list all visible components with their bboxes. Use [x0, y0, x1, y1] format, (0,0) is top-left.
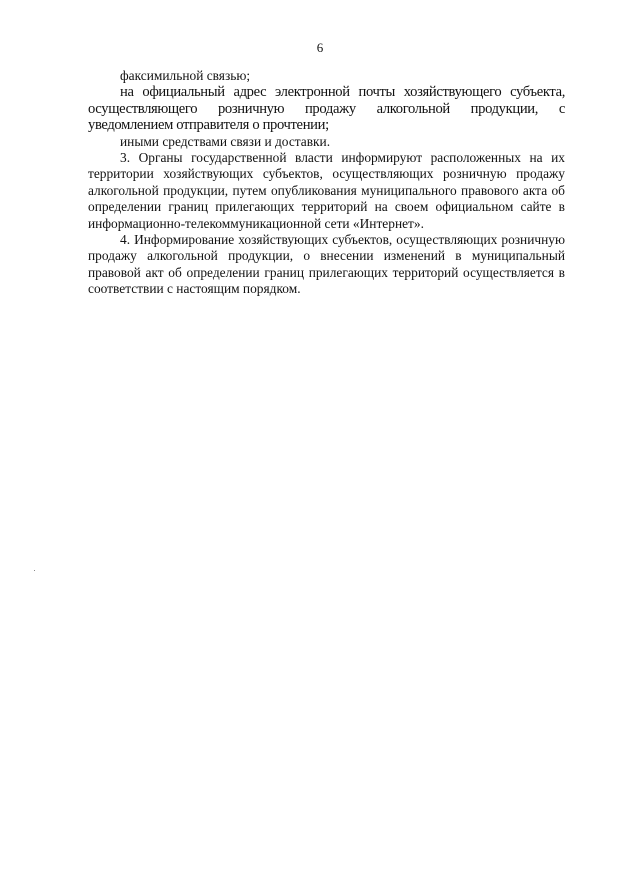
- paragraph-item-3: 3. Органы государственной власти информируют расположенных на их территории хозяйствующих субъектов, осуществляющих розничную продажу алкогольной продукции, путем опубликования муниципального правового акта об определении границ прилегающих территорий на своем официальном сайте в информационно-телекоммуникационной сети «Интернет».: [88, 150, 565, 231]
- page-number: 6: [316, 40, 324, 55]
- paragraph-email: на официальный адрес электронной почты хозяйствующего субъекта, осуществляющего розничную продажу алкогольной продукции, с уведомлением отправителя о прочтении;: [88, 84, 565, 134]
- scan-speck: [34, 570, 35, 571]
- paragraph-item-4: 4. Информирование хозяйствующих субъектов, осуществляющих розничную продажу алкогольной продукции, о внесении изменений в муниципальный правовой акт об определении границ прилегающих территорий осуществляется в соответствии с настоящим порядком.: [88, 232, 565, 297]
- paragraph-fax: факсимильной связью;: [120, 68, 251, 83]
- paragraph-other-means: иными средствами связи и доставки.: [120, 133, 331, 149]
- document-body: [88, 68, 565, 298]
